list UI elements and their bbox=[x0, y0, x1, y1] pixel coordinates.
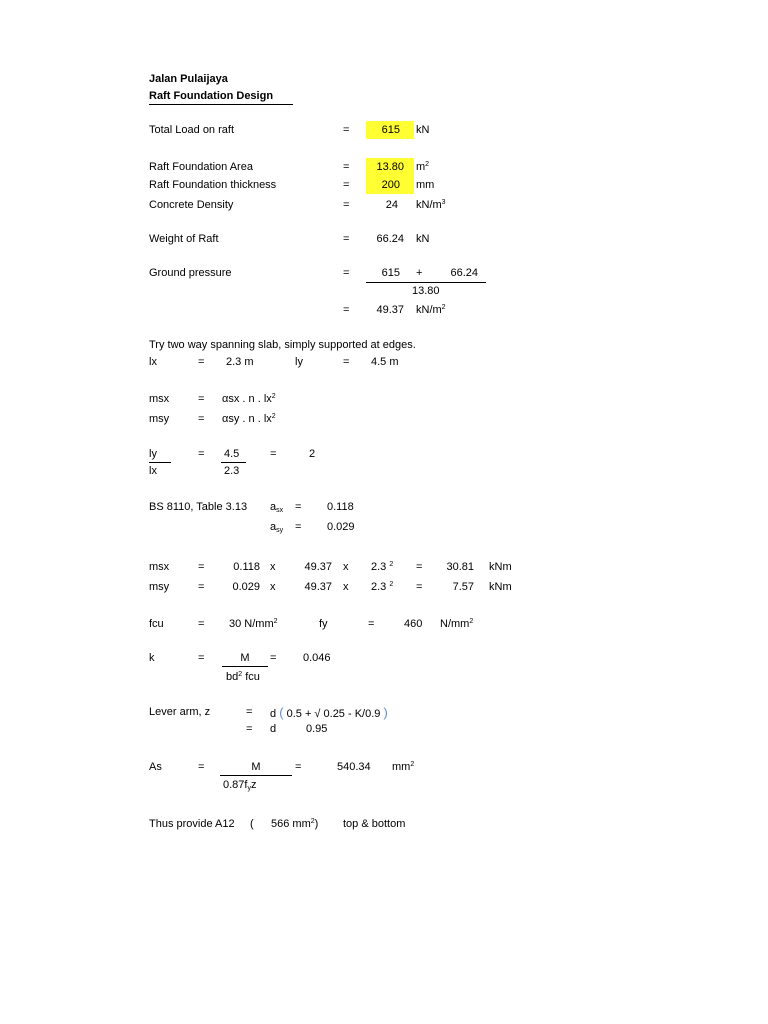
fy-eq: = bbox=[368, 618, 375, 630]
ratio-den-label: lx bbox=[149, 465, 157, 477]
fy-unit bbox=[440, 618, 473, 631]
fy-label: fy bbox=[319, 618, 328, 630]
provide-unit: mm bbox=[292, 818, 311, 830]
as-eq2: = bbox=[295, 761, 302, 773]
ly-eq: = bbox=[343, 356, 350, 368]
area-unit-sup: 2 bbox=[425, 161, 430, 168]
asx-value: 0.118 bbox=[327, 501, 354, 513]
load-label: Total Load on raft bbox=[149, 124, 235, 136]
k-eq: = bbox=[198, 652, 205, 664]
as-label: As bbox=[149, 761, 162, 773]
area-label: Raft Foundation Area bbox=[149, 161, 253, 173]
lever-eq2: = bbox=[246, 723, 253, 735]
msx-formula-sup: 2 bbox=[271, 393, 276, 400]
weight-unit: kN bbox=[416, 233, 430, 245]
msx-x2: x bbox=[343, 561, 349, 573]
k-label: k bbox=[149, 652, 155, 664]
thickness-unit: mm bbox=[416, 179, 435, 191]
asy-a: a bbox=[270, 521, 277, 533]
as-den-sub: y bbox=[247, 785, 251, 792]
msx-lx-val: 2.3 bbox=[371, 561, 387, 573]
msy-n: 49.37 bbox=[304, 581, 332, 593]
ly-label: ly bbox=[295, 356, 303, 368]
msx-result: 30.81 bbox=[446, 561, 474, 573]
msy-label: msy bbox=[149, 581, 170, 593]
lever-d2: d bbox=[270, 723, 277, 735]
provide-open: ( bbox=[250, 818, 254, 830]
msx-lx-sup: 2 bbox=[389, 561, 394, 568]
fcu-eq: = bbox=[198, 618, 205, 630]
load-eq: = bbox=[343, 124, 350, 136]
lever-open-bracket: ( bbox=[279, 705, 284, 720]
msx-lx bbox=[371, 561, 393, 574]
msy-unit: kNm bbox=[489, 581, 512, 593]
k-den-b: fcu bbox=[242, 671, 260, 683]
msx-eq2: = bbox=[416, 561, 423, 573]
msy-eq: = bbox=[198, 581, 205, 593]
msx-formula bbox=[222, 393, 276, 406]
ground-unit-base: kN/m bbox=[416, 304, 442, 316]
ground-eq: = bbox=[343, 267, 350, 279]
fcu-value-text: 30 N/mm bbox=[229, 618, 274, 630]
ratio-eq: = bbox=[198, 448, 205, 460]
k-num: M bbox=[240, 652, 250, 664]
msx-formula-label: msx bbox=[149, 393, 170, 405]
ground-plus: + bbox=[416, 267, 423, 279]
lever-label: Lever arm, z bbox=[149, 706, 211, 718]
msy-lx bbox=[371, 581, 393, 594]
lever-eq: = bbox=[246, 706, 253, 718]
lever-expr: 0.5 + √ 0.25 - K/0.9 bbox=[286, 708, 381, 720]
slab-intro: Try two way spanning slab, simply supported at edges. bbox=[149, 339, 416, 351]
msy-formula-label: msy bbox=[149, 413, 170, 425]
load-unit: kN bbox=[416, 124, 430, 136]
k-den-a: bd bbox=[226, 671, 239, 683]
asx-a: a bbox=[270, 501, 277, 513]
lx-value: 2.3 m bbox=[226, 356, 254, 368]
msy-formula-eq: = bbox=[198, 413, 205, 425]
fy-unit-text: N/mm bbox=[440, 618, 470, 630]
provide-note: top & bottom bbox=[343, 818, 406, 830]
ground-den: 13.80 bbox=[412, 285, 440, 297]
provide-value: 566 bbox=[271, 818, 290, 830]
page-title: Raft Foundation Design bbox=[149, 90, 274, 102]
msx-coef: 0.118 bbox=[233, 561, 260, 573]
k-eq2: = bbox=[270, 652, 277, 664]
density-unit-sup: 3 bbox=[441, 199, 446, 206]
project-name: Jalan Pulaijaya bbox=[149, 73, 228, 85]
thickness-label: Raft Foundation thickness bbox=[149, 179, 277, 191]
lx-label: lx bbox=[149, 356, 157, 368]
as-den-b: z bbox=[250, 779, 257, 791]
k-den-sup: 2 bbox=[238, 671, 243, 678]
as-unit-sup: 2 bbox=[410, 761, 415, 768]
k-fraction-line bbox=[222, 666, 268, 667]
load-value: 615 bbox=[381, 124, 400, 136]
as-eq: = bbox=[198, 761, 205, 773]
weight-label: Weight of Raft bbox=[149, 233, 219, 245]
density-eq: = bbox=[343, 199, 350, 211]
table-ref: BS 8110, Table 3.13 bbox=[149, 501, 248, 513]
density-unit bbox=[416, 199, 446, 212]
lever-close-bracket: ) bbox=[383, 705, 388, 720]
msy-formula-sup: 2 bbox=[271, 413, 276, 420]
ratio-result: 2 bbox=[309, 448, 316, 460]
as-den bbox=[223, 779, 256, 792]
asx-eq: = bbox=[295, 501, 302, 513]
msy-formula-text: αsy . n . lx bbox=[222, 413, 272, 425]
ground-num2: 66.24 bbox=[450, 267, 478, 279]
area-value: 13.80 bbox=[376, 161, 404, 173]
msy-eq2: = bbox=[416, 581, 423, 593]
lx-eq: = bbox=[198, 356, 205, 368]
fcu-sup: 2 bbox=[273, 618, 278, 625]
ground-unit-sup: 2 bbox=[441, 304, 446, 311]
ratio-num-label: ly bbox=[149, 448, 157, 460]
ly-value: 4.5 m bbox=[371, 356, 399, 368]
ground-unit bbox=[416, 304, 446, 317]
area-unit bbox=[416, 161, 429, 174]
as-den-a: 0.87f bbox=[223, 779, 248, 791]
msx-label: msx bbox=[149, 561, 170, 573]
thickness-value: 200 bbox=[381, 179, 400, 191]
msx-formula-text: αsx . n . lx bbox=[222, 393, 272, 405]
msx-eq: = bbox=[198, 561, 205, 573]
ratio-num: 4.5 bbox=[224, 448, 240, 460]
fy-value: 460 bbox=[404, 618, 423, 630]
provide-close: ) bbox=[314, 818, 319, 830]
ratio-eq2: = bbox=[270, 448, 277, 460]
ratio-label-line bbox=[149, 462, 171, 463]
msy-x1: x bbox=[270, 581, 276, 593]
ratio-den: 2.3 bbox=[224, 465, 240, 477]
msy-formula bbox=[222, 413, 276, 426]
msx-formula-eq: = bbox=[198, 393, 205, 405]
as-unit-base: mm bbox=[392, 761, 411, 773]
lever-expression bbox=[270, 706, 388, 721]
as-unit bbox=[392, 761, 414, 774]
as-fraction-line bbox=[220, 775, 292, 776]
asx-symbol bbox=[270, 501, 283, 514]
lever-d: d bbox=[270, 708, 277, 720]
asy-eq: = bbox=[295, 521, 302, 533]
provide-text: Thus provide A12 bbox=[149, 818, 235, 830]
ground-fraction-line bbox=[366, 282, 486, 283]
msx-unit: kNm bbox=[489, 561, 512, 573]
msx-x1: x bbox=[270, 561, 276, 573]
density-value: 24 bbox=[385, 199, 398, 211]
msx-n: 49.37 bbox=[304, 561, 332, 573]
msy-lx-sup: 2 bbox=[389, 581, 394, 588]
asy-sub: sy bbox=[276, 527, 284, 534]
asx-sub: sx bbox=[276, 507, 284, 514]
as-num: M bbox=[251, 761, 261, 773]
asy-value: 0.029 bbox=[327, 521, 355, 533]
ratio-value-line bbox=[221, 462, 246, 463]
ground-label: Ground pressure bbox=[149, 267, 232, 279]
weight-eq: = bbox=[343, 233, 350, 245]
msy-coef: 0.029 bbox=[232, 581, 260, 593]
msy-lx-val: 2.3 bbox=[371, 581, 387, 593]
lever-value: 0.95 bbox=[306, 723, 328, 735]
thickness-eq: = bbox=[343, 179, 350, 191]
ground-eq2: = bbox=[343, 304, 350, 316]
area-unit-base: m bbox=[416, 161, 426, 173]
as-result: 540.34 bbox=[337, 761, 371, 773]
density-unit-base: kN/m bbox=[416, 199, 442, 211]
provide-sup: 2 bbox=[310, 818, 315, 825]
title-underline bbox=[149, 104, 293, 105]
k-result: 0.046 bbox=[303, 652, 331, 664]
fcu-label: fcu bbox=[149, 618, 164, 630]
area-eq: = bbox=[343, 161, 350, 173]
asy-symbol bbox=[270, 521, 283, 534]
fy-sup: 2 bbox=[469, 618, 474, 625]
provide-area bbox=[271, 818, 318, 831]
fcu-value bbox=[229, 618, 278, 631]
msy-result: 7.57 bbox=[452, 581, 474, 593]
density-label: Concrete Density bbox=[149, 199, 234, 211]
ground-result: 49.37 bbox=[376, 304, 404, 316]
msy-x2: x bbox=[343, 581, 349, 593]
weight-value: 66.24 bbox=[376, 233, 404, 245]
ground-num1: 615 bbox=[381, 267, 400, 279]
k-den bbox=[226, 671, 260, 684]
